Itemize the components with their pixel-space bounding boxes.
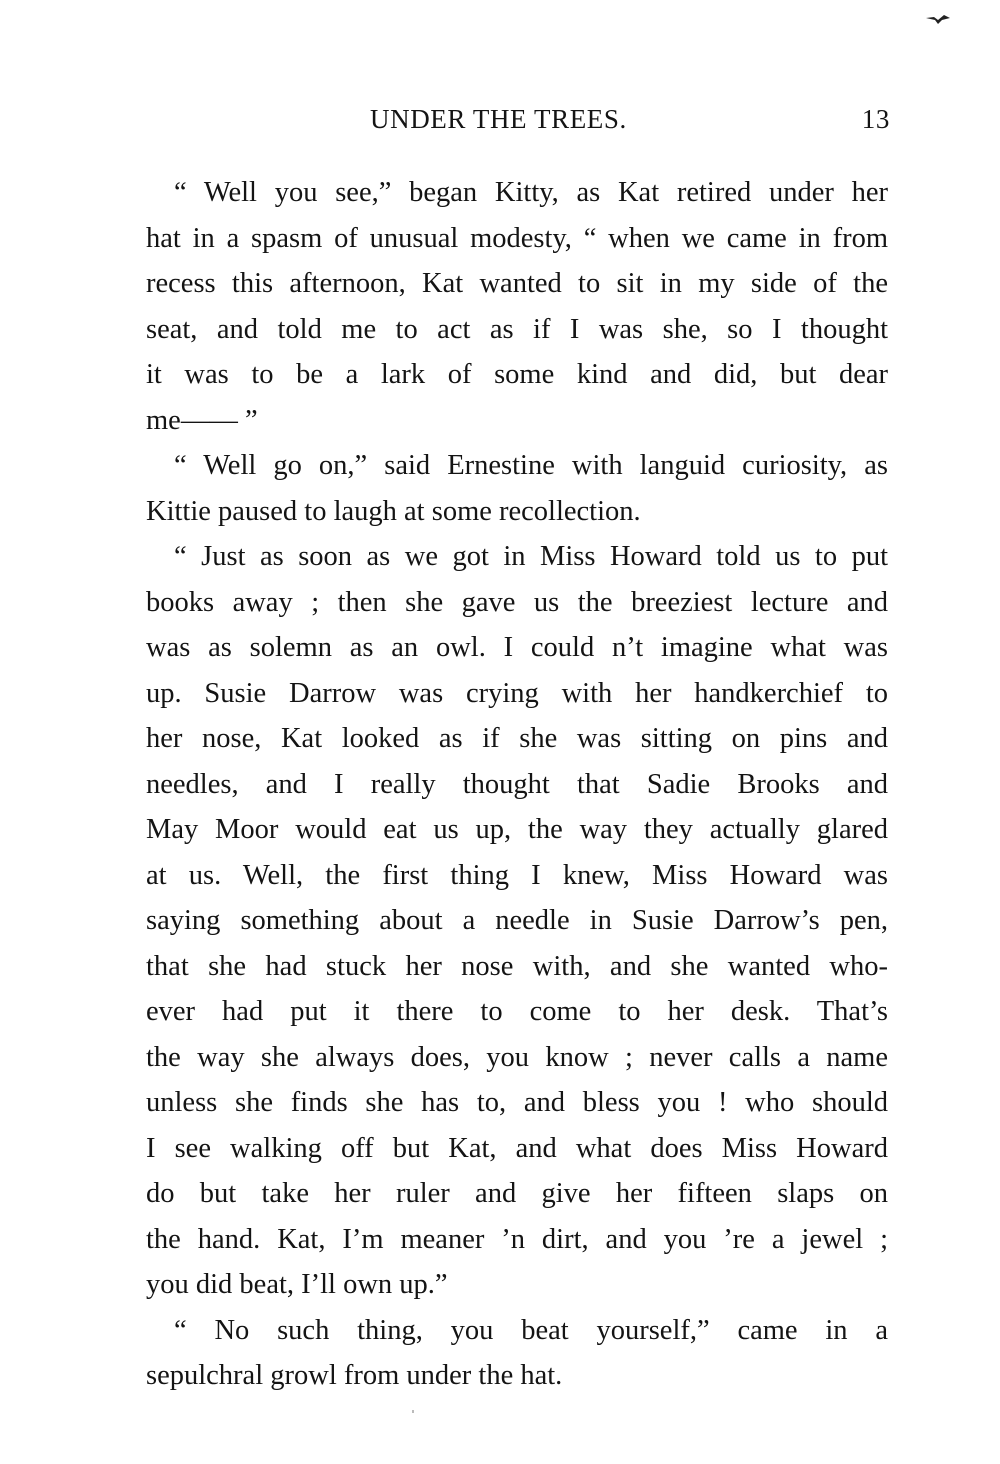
running-title: UNDER THE TREES. (370, 104, 627, 134)
paragraph-kitty-explains (146, 170, 888, 443)
text-line: the hand. Kat, I’m meaner ’n dirt, and you ’re a jewel ; (146, 1223, 888, 1255)
paragraph-growl (146, 1308, 888, 1399)
text-line: unless she finds she has to, and bless you ! who should (146, 1087, 888, 1118)
text-line: was as solemn as an owl. I could n’t imagine what was (146, 632, 888, 663)
text-line: you did beat, I’ll own up.” (146, 1269, 448, 1300)
paragraph-ernestine (146, 443, 888, 534)
text-line: “ Well go on,” said Ernestine with languid curiosity, as (174, 450, 888, 481)
text-line: up. Susie Darrow was crying with her handkerchief to (146, 677, 888, 709)
text-line: do but take her ruler and give her fifteen slaps on (146, 1178, 888, 1209)
text-line: ever had put it there to come to her desk. That’s (146, 996, 888, 1027)
printer-ornament-mark (924, 12, 952, 26)
paragraph-miss-howard-story (146, 534, 888, 1308)
text-line: Kittie paused to laugh at some recollection. (146, 495, 641, 527)
text-line: seat, and told me to act as if I was she, so I thought (146, 313, 888, 345)
text-line: May Moor would eat us up, the way they actually glared (146, 814, 888, 845)
text-line: the way she always does, you know ; never calls a name (146, 1041, 888, 1073)
text-line: recess this afternoon, Kat wanted to sit in my side of the (146, 268, 888, 299)
text-line: it was to be a lark of some kind and did, but dear (146, 359, 888, 390)
page-number: 13 (861, 104, 890, 134)
body-text (146, 170, 888, 1399)
running-head (146, 104, 890, 140)
text-line: “ Just as soon as we got in Miss Howard told us to put (174, 541, 888, 572)
text-line: saying something about a needle in Susie Darrow’s pen, (146, 905, 888, 936)
text-line: “ Well you see,” began Kitty, as Kat retired under her (174, 177, 888, 208)
text-line: at us. Well, the first thing I knew, Miss Howard was (146, 859, 888, 891)
text-line: that she had stuck her nose with, and she wanted who- (146, 950, 888, 982)
text-line: I see walking off but Kat, and what does Miss Howard (146, 1132, 888, 1164)
text-line: hat in a spasm of unusual modesty, “ when we came in from (146, 222, 888, 254)
text-line: me—— ” (146, 404, 258, 436)
text-line: books away ; then she gave us the breeziest lecture and (146, 586, 888, 618)
paper-speck (412, 1410, 414, 1413)
text-line: needles, and I really thought that Sadie Brooks and (146, 768, 888, 800)
text-line: her nose, Kat looked as if she was sitting on pins and (146, 723, 888, 754)
text-line: sepulchral growl from under the hat. (146, 1360, 563, 1391)
text-line: “ No such thing, you beat yourself,” came in a (174, 1314, 888, 1346)
